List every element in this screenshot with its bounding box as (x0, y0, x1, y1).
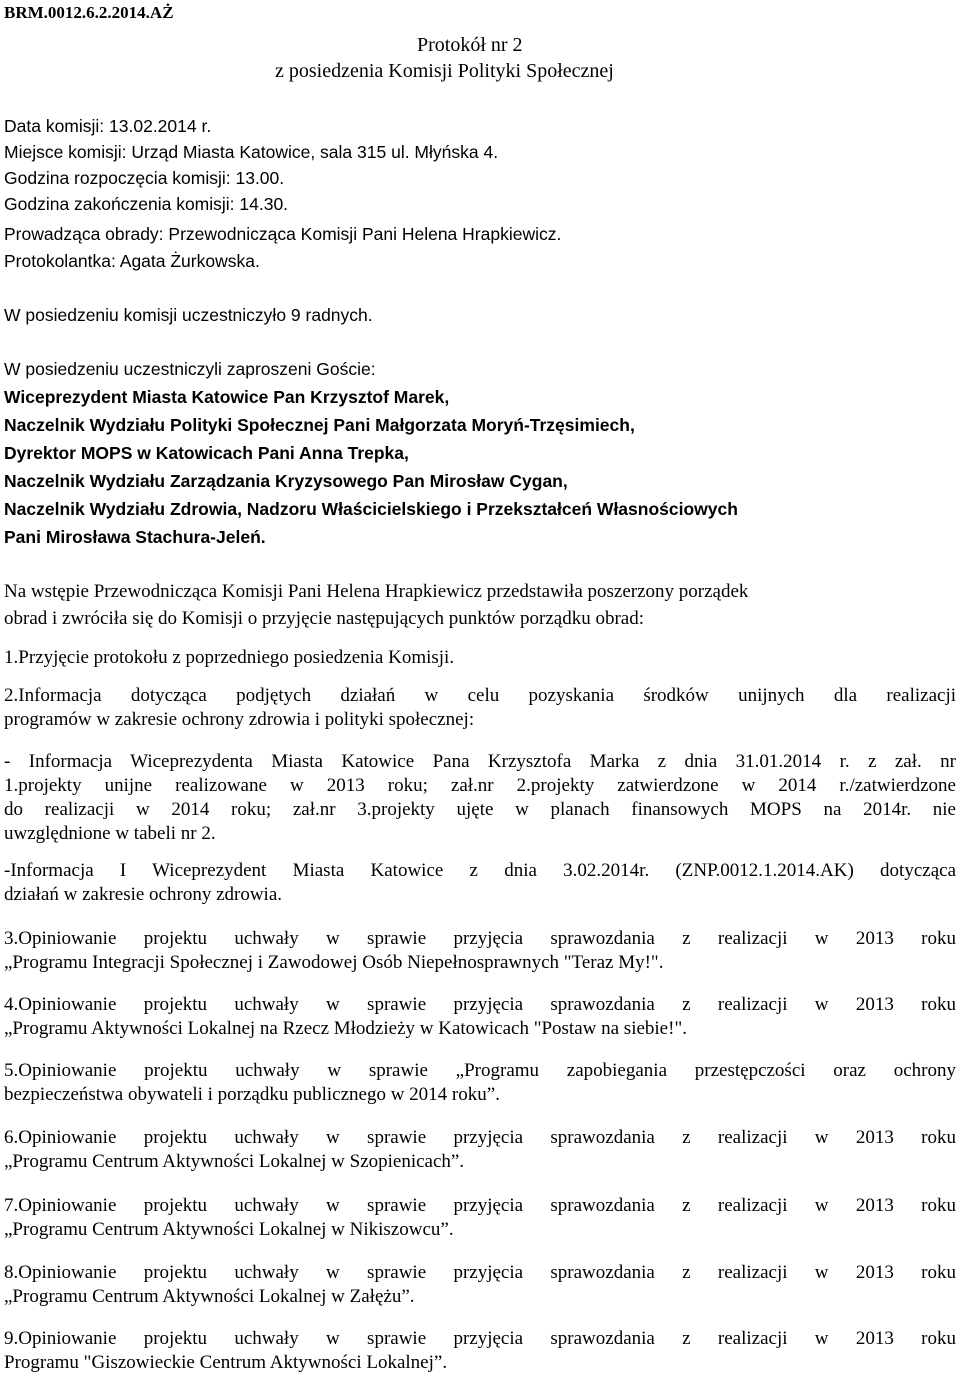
meta-start: Godzina rozpoczęcia komisji: 13.00. (4, 168, 285, 188)
meta-end: Godzina zakończenia komisji: 14.30. (4, 194, 289, 214)
agenda-line: -Informacja I Wiceprezydent Miasta Katowice z dnia 3.02.2014r. (ZNP.0012.1.2014.AK) dotycząca (4, 860, 956, 881)
agenda-item-2-sub-1 (4, 750, 956, 846)
guest-item: Naczelnik Wydziału Polityki Społecznej Pani Małgorzata Moryń-Trzęsimiech, (4, 415, 635, 435)
guest-item: Dyrektor MOPS w Katowicach Pani Anna Trepka, (4, 443, 409, 463)
agenda-item-7 (4, 1194, 956, 1242)
agenda-line: „Programu Centrum Aktywności Lokalnej w Załężu”. (4, 1286, 415, 1307)
title-line-2: z posiedzenia Komisji Polityki Społecznej (275, 60, 614, 82)
meta-date: Data komisji: 13.02.2014 r. (4, 116, 212, 136)
agenda-line: programów w zakresie ochrony zdrowia i polityki społecznej: (4, 709, 475, 730)
guests-intro: W posiedzeniu uczestniczyli zaproszeni Goście: (4, 359, 376, 379)
meta-attendance: W posiedzeniu komisji uczestniczyło 9 radnych. (4, 305, 373, 325)
agenda-line: 5.Opiniowanie projektu uchwały w sprawie „Programu zapobiegania przestępczości oraz ochrony (4, 1060, 956, 1081)
agenda-line: 4.Opiniowanie projektu uchwały w sprawie przyjęcia sprawozdania z realizacji w 2013 roku (4, 994, 956, 1015)
agenda-line: „Programu Aktywności Lokalnej na Rzecz Młodzieży w Katowicach "Postaw na siebie!". (4, 1018, 687, 1039)
intro-paragraph-line: obrad i zwróciła się do Komisji o przyjęcie następujących punktów porządku obrad: (4, 608, 644, 629)
agenda-item-3 (4, 927, 956, 975)
agenda-line: do realizacji w 2014 roku; zał.nr 3.projekty ujęte w planach finansowych MOPS na 2014r. nie (4, 799, 956, 820)
agenda-line: „Programu Centrum Aktywności Lokalnej w Szopienicach”. (4, 1151, 465, 1172)
agenda-item-6 (4, 1126, 956, 1174)
agenda-item-5 (4, 1059, 956, 1107)
guest-item: Pani Mirosława Stachura-Jeleń. (4, 527, 266, 547)
agenda-item-2 (4, 684, 956, 732)
agenda-item-4 (4, 993, 956, 1041)
document-reference: BRM.0012.6.2.2014.AŻ (4, 3, 174, 22)
agenda-line: „Programu Centrum Aktywności Lokalnej w Nikiszowcu”. (4, 1219, 454, 1240)
agenda-line: - Informacja Wiceprezydenta Miasta Katowice Pana Krzysztofa Marka z dnia 31.01.2014 r. z zał. nr (4, 751, 956, 772)
agenda-line: 7.Opiniowanie projektu uchwały w sprawie przyjęcia sprawozdania z realizacji w 2013 roku (4, 1195, 956, 1216)
agenda-line: 1.projekty unijne realizowane w 2013 roku; zał.nr 2.projekty zatwierdzone w 2014 r./zatwierdzone (4, 775, 956, 796)
agenda-item-9 (4, 1327, 956, 1375)
agenda-line: 8.Opiniowanie projektu uchwały w sprawie przyjęcia sprawozdania z realizacji w 2013 roku (4, 1262, 956, 1283)
meta-recorder: Protokolantka: Agata Żurkowska. (4, 251, 260, 271)
guest-item: Naczelnik Wydziału Zarządzania Kryzysowego Pan Mirosław Cygan, (4, 471, 568, 491)
agenda-line: 9.Opiniowanie projektu uchwały w sprawie przyjęcia sprawozdania z realizacji w 2013 roku (4, 1328, 956, 1349)
title-line-1: Protokół nr 2 (417, 34, 523, 56)
intro-paragraph-line: Na wstępie Przewodnicząca Komisji Pani Helena Hrapkiewicz przedstawiła poszerzony porządek (4, 581, 749, 602)
meta-place: Miejsce komisji: Urząd Miasta Katowice, sala 315 ul. Młyńska 4. (4, 142, 499, 162)
agenda-item-2-sub-2 (4, 859, 956, 907)
agenda-item-8 (4, 1261, 956, 1309)
agenda-line: 2.Informacja dotycząca podjętych działań w celu pozyskania środków unijnych dla realizacji (4, 685, 956, 706)
agenda-line: działań w zakresie ochrony zdrowia. (4, 884, 283, 905)
guest-item: Wiceprezydent Miasta Katowice Pan Krzysztof Marek, (4, 387, 450, 407)
agenda-line: 6.Opiniowanie projektu uchwały w sprawie przyjęcia sprawozdania z realizacji w 2013 roku (4, 1127, 956, 1148)
agenda-line: 3.Opiniowanie projektu uchwały w sprawie przyjęcia sprawozdania z realizacji w 2013 roku (4, 928, 956, 949)
agenda-line: bezpieczeństwa obywateli i porządku publicznego w 2014 roku”. (4, 1084, 500, 1105)
guest-item: Naczelnik Wydziału Zdrowia, Nadzoru Właścicielskiego i Przekształceń Własnościowych (4, 499, 738, 519)
agenda-line: „Programu Integracji Społecznej i Zawodowej Osób Niepełnosprawnych "Teraz My!". (4, 952, 664, 973)
agenda-item-1: 1.Przyjęcie protokołu z poprzedniego posiedzenia Komisji. (4, 647, 455, 668)
agenda-line: uwzględnione w tabeli nr 2. (4, 823, 216, 844)
meta-chair: Prowadząca obrady: Przewodnicząca Komisji Pani Helena Hrapkiewicz. (4, 224, 562, 244)
agenda-line: Programu "Giszowieckie Centrum Aktywności Lokalnej”. (4, 1352, 448, 1373)
